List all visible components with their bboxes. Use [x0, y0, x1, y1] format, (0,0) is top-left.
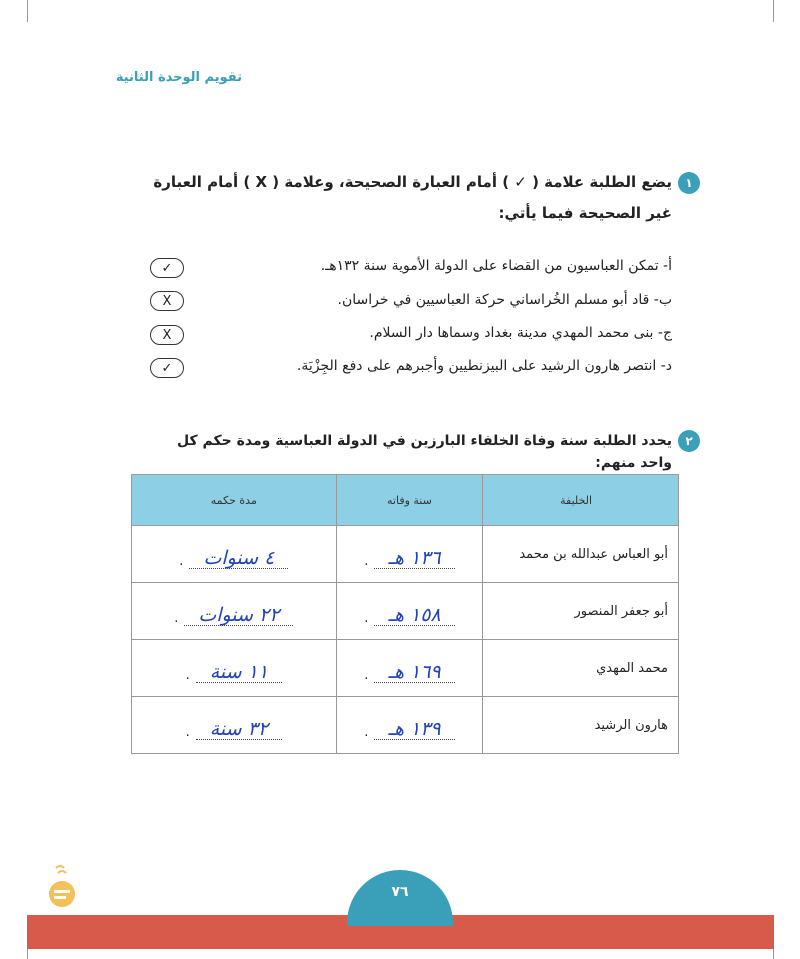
- handwritten-death-year: ١٦٩ هـ: [388, 661, 441, 683]
- page-number-tab: [347, 870, 453, 926]
- answer-mark-c: X: [150, 325, 184, 345]
- question-1: [130, 172, 700, 229]
- statement-d: د- انتصر هارون الرشيد على البيزنطيين وأجبرهم على دفع الجِزْيَة.: [296, 358, 672, 374]
- statement-b: ب- قاد أبو مسلم الخُراساني حركة العباسيين في خراسان.: [337, 292, 672, 308]
- handwritten-death-year: ١٣٦ هـ: [388, 547, 441, 569]
- header-reign: مدة حكمه: [132, 475, 337, 526]
- question-2-instruction: يحدد الطلبة سنة وفاة الخلفاء البارزين في الدولة العباسية ومدة حكم كل واحد منهم:: [177, 433, 672, 471]
- header-caliph: الخليفة: [483, 475, 679, 526]
- statement-c: ج- بنى محمد المهدي مدينة بغداد وسماها دار السلام.: [369, 325, 672, 341]
- caliph-name: أبو العباس عبدالله بن محمد: [483, 526, 679, 583]
- handwritten-reign: ٤ سنوات: [203, 547, 275, 569]
- dot-end: .: [364, 668, 369, 683]
- table-row: [132, 583, 679, 640]
- dot-end: .: [364, 611, 369, 626]
- crop-mark: [27, 0, 28, 22]
- table-header-row: [132, 475, 679, 526]
- publisher-logo-icon: [44, 862, 80, 910]
- dot-end: .: [364, 554, 369, 569]
- handwritten-death-year: ١٣٩ هـ: [388, 718, 441, 740]
- dot-end: .: [179, 554, 184, 569]
- table-row: [132, 526, 679, 583]
- table-row: [132, 697, 679, 754]
- unit-header-title: تقويم الوحدة الثانية: [115, 70, 242, 85]
- handwritten-reign: ١١ سنة: [209, 661, 269, 683]
- caliph-name: محمد المهدي: [483, 640, 679, 697]
- caliphs-table: [131, 474, 679, 754]
- question-1-instruction: يضع الطلبة علامة ( ✓ ) أمام العبارة الصحيحة، وعلامة ( X ) أمام العبارة غير الصحيحة فيما يأتي:: [153, 173, 672, 222]
- question-2: [150, 430, 700, 474]
- header-death-year: سنة وفاته: [336, 475, 483, 526]
- answer-mark-b: X: [150, 291, 184, 311]
- handwritten-death-year: ١٥٨ هـ: [388, 604, 441, 626]
- dot-end: .: [185, 725, 190, 740]
- handwritten-reign: ٣٢ سنة: [209, 718, 269, 740]
- crop-mark: [773, 0, 774, 22]
- handwritten-reign: ٢٢ سنوات: [198, 604, 280, 626]
- question-number-badge: ٢: [678, 430, 700, 452]
- statement-a: أ- تمكن العباسيون من القضاء على الدولة الأموية سنة ١٣٢هـ.: [320, 258, 672, 274]
- caliph-name: هارون الرشيد: [483, 697, 679, 754]
- answer-mark-a: ✓: [150, 258, 184, 278]
- dot-end: .: [174, 611, 179, 626]
- question-number-badge: ١: [678, 172, 700, 194]
- page-number: ٧٦: [391, 884, 409, 900]
- caliph-name: أبو جعفر المنصور: [483, 583, 679, 640]
- dot-end: .: [185, 668, 190, 683]
- table-row: [132, 640, 679, 697]
- answer-mark-d: ✓: [150, 358, 184, 378]
- dot-end: .: [364, 725, 369, 740]
